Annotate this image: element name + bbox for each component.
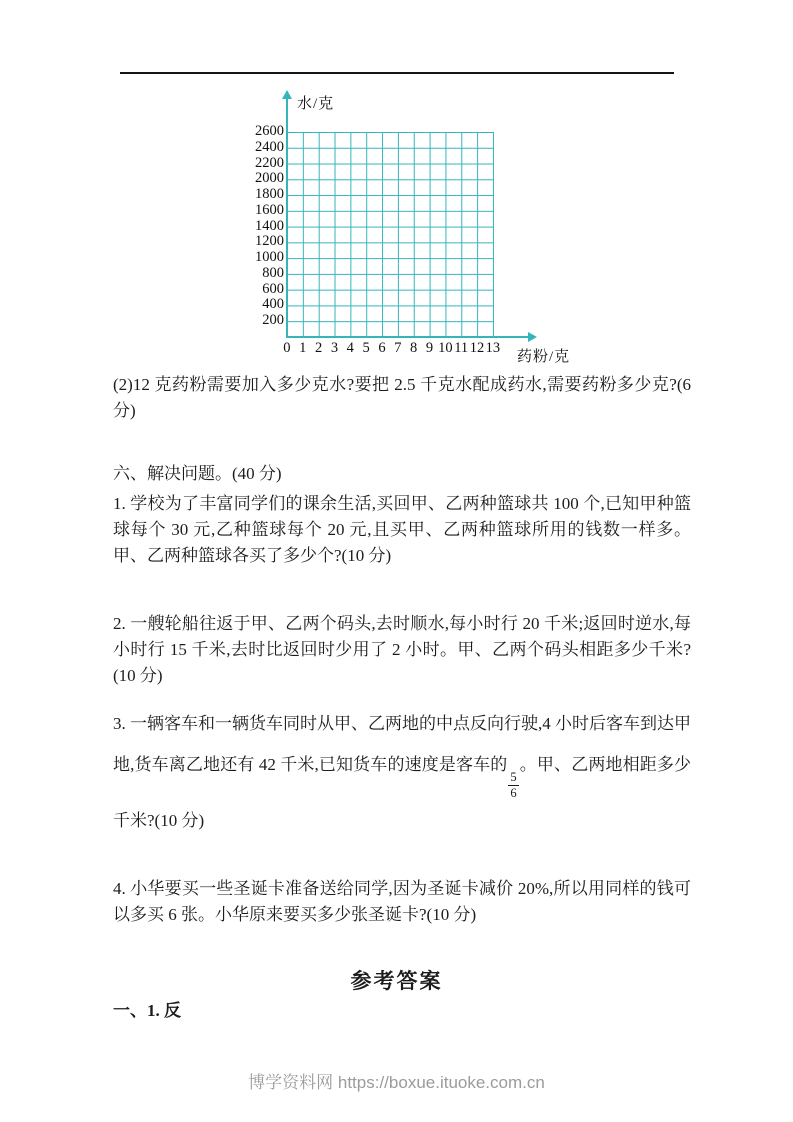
water-powder-grid-chart [0, 84, 793, 384]
x-tick-label: 10 [438, 340, 453, 356]
fraction-denominator: 6 [510, 786, 517, 801]
y-tick-label: 2600 [255, 123, 284, 139]
problem-4-text: 4. 小华要买一些圣诞卡准备送给同学,因为圣诞卡减价 20%,所以用同样的钱可以多买 6 张。小华原来要买多少张圣诞卡?(10 分) [113, 879, 691, 924]
answer-line-1: 一、1. 反 [113, 1001, 181, 1020]
y-tick-label: 1400 [255, 217, 284, 234]
y-tick-label: 2400 [255, 138, 284, 155]
fraction-five-sixths [508, 771, 518, 800]
x-axis-title: 药粉/克 [517, 349, 571, 365]
question-2-text: (2)12 克药粉需要加入多少克水?要把 2.5 千克水配成药水,需要药粉多少克?(6 分) [113, 375, 691, 420]
x-tick-label: 13 [485, 340, 501, 356]
x-tick-label: 2 [314, 340, 323, 356]
x-tick-label: 11 [454, 340, 469, 356]
x-axis-arrow-icon [528, 332, 537, 342]
x-tick-label: 4 [346, 340, 354, 356]
chart-grid [287, 132, 494, 338]
x-tick-label: 12 [469, 340, 485, 356]
problem-2-text: 2. 一艘轮船往返于甲、乙两个码头,去时顺水,每小时行 20 千米;返回时逆水,每小时行 15 千米,去时比返回时少用了 2 小时。甲、乙两个码头相距多少千米?(10 分) [113, 614, 691, 685]
y-tick-labels [226, 124, 284, 329]
y-axis-line [286, 98, 288, 338]
y-tick-label: 1000 [255, 249, 284, 266]
y-tick-label: 800 [262, 264, 284, 281]
x-tick-label: 3 [330, 340, 339, 356]
y-tick-label: 600 [262, 280, 284, 297]
x-tick-labels [279, 340, 501, 356]
footer-watermark: 博学资料网 https://boxue.ituoke.com.cn [248, 1073, 545, 1092]
problem-3-text [113, 703, 691, 841]
fraction-numerator: 5 [508, 771, 518, 786]
x-tick-label: 8 [410, 340, 418, 356]
y-axis-arrow-icon [282, 90, 292, 99]
y-tick-label: 1800 [255, 186, 284, 203]
section-6-title: 六、解决问题。(40 分) [113, 464, 282, 483]
y-tick-label: 200 [262, 312, 284, 329]
problem-1-text: 1. 学校为了丰富同学们的课余生活,买回甲、乙两种篮球共 100 个,已知甲种篮球每个 30 元,乙种篮球每个 20 元,且买甲、乙两种篮球所用的钱数一样多。甲、乙两种篮球各买了多少个?(10 分) [113, 494, 691, 565]
y-tick-label: 2200 [255, 154, 284, 171]
x-tick-label: 6 [378, 340, 386, 356]
y-tick-label: 1200 [255, 233, 284, 250]
problem-3-text-before-fraction: 3. 一辆客车和一辆货车同时从甲、乙两地的中点反向行驶,4 小时后客车到达甲地,货车离乙地还有 42 千米,已知货车的速度是客车的 [113, 714, 691, 774]
problem-3-text-after-fraction: 。甲、乙两地相距多少千米?(10 分) [113, 755, 692, 831]
x-tick-label: 0 [283, 340, 291, 356]
x-tick-label: 1 [299, 340, 307, 356]
x-tick-label: 7 [394, 340, 402, 356]
y-tick-label: 400 [262, 296, 284, 313]
x-axis-line [286, 336, 530, 338]
y-axis-title: 水/克 [297, 96, 335, 112]
x-tick-label: 5 [362, 340, 370, 356]
y-tick-label: 1600 [255, 201, 284, 218]
top-divider [120, 72, 674, 74]
x-tick-label: 9 [425, 340, 434, 356]
answers-heading: 参考答案 [350, 969, 443, 993]
y-tick-label: 2000 [255, 170, 284, 187]
